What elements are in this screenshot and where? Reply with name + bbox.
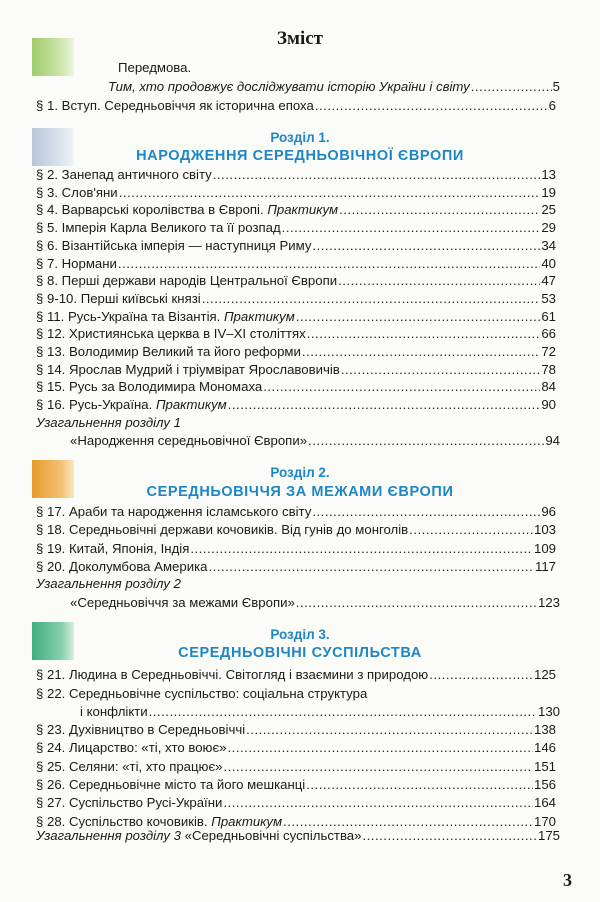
toc-entry[interactable] xyxy=(36,721,556,738)
leader-dots xyxy=(213,166,541,183)
toc-entry[interactable] xyxy=(36,343,556,360)
entry-label: § 7. Нормани xyxy=(36,255,117,271)
toc-entry[interactable] xyxy=(80,703,560,720)
toc-entry[interactable] xyxy=(36,184,556,201)
entry-label[interactable]: § 22. Середньовічне суспільство: соціальна структура xyxy=(36,686,368,701)
page-ref: 90 xyxy=(541,397,556,413)
toc-entry[interactable] xyxy=(36,558,556,575)
leader-dots xyxy=(228,396,541,413)
preface-entry[interactable] xyxy=(108,78,560,95)
entry-label: і конфлікти xyxy=(80,704,148,719)
page-ref: 175 xyxy=(537,828,560,843)
toc-entry[interactable] xyxy=(36,201,556,218)
section-1-heading: Розділ 1. xyxy=(270,130,330,145)
toc-entry[interactable] xyxy=(70,432,560,449)
leader-dots xyxy=(118,255,540,272)
toc-entry[interactable] xyxy=(36,219,556,236)
toc-entry[interactable] xyxy=(36,166,556,183)
toc-entry[interactable] xyxy=(36,521,556,538)
leader-dots xyxy=(224,758,533,775)
leader-dots xyxy=(409,521,533,538)
toc-entry[interactable] xyxy=(36,794,556,811)
page-ref: 6 xyxy=(548,98,556,113)
leader-dots xyxy=(282,219,541,236)
entry-label: § 26. Середньовічне місто та його мешканці xyxy=(36,776,306,792)
page-ref: 109 xyxy=(533,540,556,556)
entry-label: § 11. Русь-Україна та Візантія. xyxy=(36,308,224,324)
toc-entry[interactable] xyxy=(36,272,556,289)
entry-label: § 19. Китай, Японія, Індія xyxy=(36,540,190,556)
entry-label: § 14. Ярослав Мудрий і тріумвірат Ярославовичів xyxy=(36,361,340,377)
leader-dots xyxy=(149,703,537,720)
section-3-summary: Узагальнення розділу 3 xyxy=(36,828,181,843)
toc-entry[interactable] xyxy=(70,594,560,611)
leader-dots xyxy=(429,666,533,683)
page-ref: 72 xyxy=(541,344,556,359)
entry-label: § 23. Духівництво в Середньовіччі xyxy=(36,722,246,737)
leader-dots xyxy=(338,272,540,289)
page-ref: 47 xyxy=(541,273,556,289)
page-ref: 13 xyxy=(541,167,556,182)
toc-entry[interactable] xyxy=(36,739,556,756)
preface-label: Передмова. xyxy=(118,60,192,75)
leader-dots xyxy=(202,290,541,307)
section-1-title: НАРОДЖЕННЯ СЕРЕДНЬОВІЧНОЇ ЄВРОПИ xyxy=(136,148,464,164)
page-ref: 29 xyxy=(541,220,556,236)
toc-entry[interactable] xyxy=(36,378,556,395)
toc-entry[interactable] xyxy=(36,308,556,325)
section-1-summary: Узагальнення розділу 1 xyxy=(36,415,181,430)
page-ref: 156 xyxy=(533,776,556,792)
leader-dots xyxy=(296,308,541,325)
page-ref: 19 xyxy=(541,184,556,200)
page-ref: 53 xyxy=(541,290,556,306)
leader-dots xyxy=(362,827,537,844)
page-ref: 78 xyxy=(541,361,556,377)
page-ref: 123 xyxy=(537,595,560,610)
page-ref: 66 xyxy=(541,326,556,342)
page-title: Зміст xyxy=(276,28,323,49)
entry-label: «Середньовічні суспільства» xyxy=(184,828,362,843)
leader-dots xyxy=(302,343,540,360)
page-ref: 5 xyxy=(552,79,560,94)
section-3-title: СЕРЕДНЬОВІЧНІ СУСПІЛЬСТВА xyxy=(178,645,422,661)
page-ref: 94 xyxy=(545,433,560,448)
leader-dots xyxy=(119,184,541,201)
page-ref: 96 xyxy=(541,504,556,519)
practicum-tag: Практикум xyxy=(211,813,283,829)
entry-label: § 6. Візантійська імперія — наступниця Риму xyxy=(36,237,312,253)
leader-dots xyxy=(312,503,540,520)
leader-dots xyxy=(471,78,552,95)
toc-entry[interactable] xyxy=(36,776,556,793)
entry-label: § 5. Імперія Карла Великого та її розпад xyxy=(36,220,281,236)
entry-label: § 28. Суспільство кочовиків. xyxy=(36,813,212,829)
entry-label: § 8. Перші держави народів Центральної Європи xyxy=(36,273,338,289)
page-ref: 84 xyxy=(541,379,556,395)
entry-label: § 21. Людина в Середньовіччі. Світогляд і взаємини з природою xyxy=(36,667,429,682)
leader-dots xyxy=(307,325,541,342)
entry-label: «Середньовіччя за межами Європи» xyxy=(70,595,295,610)
leader-dots xyxy=(341,361,541,378)
page-ref: 130 xyxy=(537,704,560,719)
page-ref: 170 xyxy=(533,813,556,829)
leader-dots xyxy=(339,201,540,218)
entry-label: § 4. Варварські королівства в Європі. xyxy=(36,202,268,218)
leader-dots xyxy=(308,432,544,449)
entry-label: § 9-10. Перші київські князі xyxy=(36,290,201,306)
entry-label: § 25. Селяни: «ті, хто працює» xyxy=(36,758,223,774)
leader-dots xyxy=(263,378,540,395)
toc-entry[interactable] xyxy=(36,503,556,520)
practicum-tag: Практикум xyxy=(224,308,295,324)
page-ref: 34 xyxy=(541,237,556,253)
section-2-heading: Розділ 2. xyxy=(270,465,330,480)
toc-entry[interactable] xyxy=(36,540,556,557)
practicum-tag: Практикум xyxy=(267,202,339,218)
practicum-tag: Практикум xyxy=(155,397,227,413)
page-ref: 117 xyxy=(534,558,556,574)
entry-label: § 2. Занепад античного світу xyxy=(36,167,212,182)
page-ref: 125 xyxy=(533,667,556,682)
preface-subtitle: Тим, хто продовжує досліджувати історію України і світу xyxy=(108,79,470,94)
toc-entry[interactable] xyxy=(36,255,556,272)
toc-entry[interactable] xyxy=(36,325,556,342)
entry-label: § 16. Русь-Україна. xyxy=(36,397,156,413)
section-2-summary: Узагальнення розділу 2 xyxy=(36,576,181,591)
leader-dots xyxy=(306,776,533,793)
decorative-color-bar xyxy=(32,38,74,76)
leader-dots xyxy=(315,97,548,114)
entry-label: § 3. Слов'яни xyxy=(36,184,118,200)
toc-entry[interactable] xyxy=(36,666,556,683)
leader-dots xyxy=(246,721,533,738)
section-2-title: СЕРЕДНЬОВІЧЧЯ ЗА МЕЖАМИ ЄВРОПИ xyxy=(146,484,454,500)
entry-label: «Народження середньовічної Європи» xyxy=(70,433,308,448)
page-ref: 25 xyxy=(541,202,556,218)
page-ref: 103 xyxy=(533,522,556,538)
leader-dots xyxy=(228,739,533,756)
page-ref: 164 xyxy=(533,795,556,811)
page-number: 3 xyxy=(563,870,572,890)
entry-label: § 12. Християнська церква в IV–XI століттях xyxy=(36,326,306,342)
entry-label: § 13. Володимир Великий та його реформи xyxy=(36,344,301,359)
toc-entry[interactable] xyxy=(36,237,556,254)
leader-dots xyxy=(223,794,533,811)
entry-label: § 17. Араби та народження ісламського світу xyxy=(36,504,312,519)
entry-label: § 20. Доколумбова Америка xyxy=(36,558,208,574)
entry-label: § 24. Лицарство: «ті, хто воює» xyxy=(36,740,227,756)
toc-entry[interactable] xyxy=(36,361,556,378)
section-3-heading: Розділ 3. xyxy=(270,627,330,642)
leader-dots xyxy=(296,594,537,611)
leader-dots xyxy=(190,540,533,557)
toc-entry[interactable] xyxy=(36,827,560,844)
toc-entry[interactable] xyxy=(36,97,556,114)
page-ref: 138 xyxy=(533,722,556,737)
leader-dots xyxy=(208,558,534,575)
page-ref: 146 xyxy=(533,740,556,756)
toc-entry[interactable] xyxy=(36,290,556,307)
leader-dots xyxy=(312,237,540,254)
entry-label: § 15. Русь за Володимира Мономаха xyxy=(36,379,263,395)
entry-label: § 1. Вступ. Середньовіччя як історична епоха xyxy=(36,98,314,113)
toc-entry[interactable] xyxy=(36,396,556,413)
page-ref: 40 xyxy=(541,255,556,271)
page-ref: 61 xyxy=(541,308,556,324)
page-ref: 151 xyxy=(533,758,556,774)
entry-label: § 18. Середньовічні держави кочовиків. Від гунів до монголів xyxy=(36,522,409,538)
toc-entry[interactable] xyxy=(36,758,556,775)
entry-label: § 27. Суспільство Русі-України xyxy=(36,795,223,811)
